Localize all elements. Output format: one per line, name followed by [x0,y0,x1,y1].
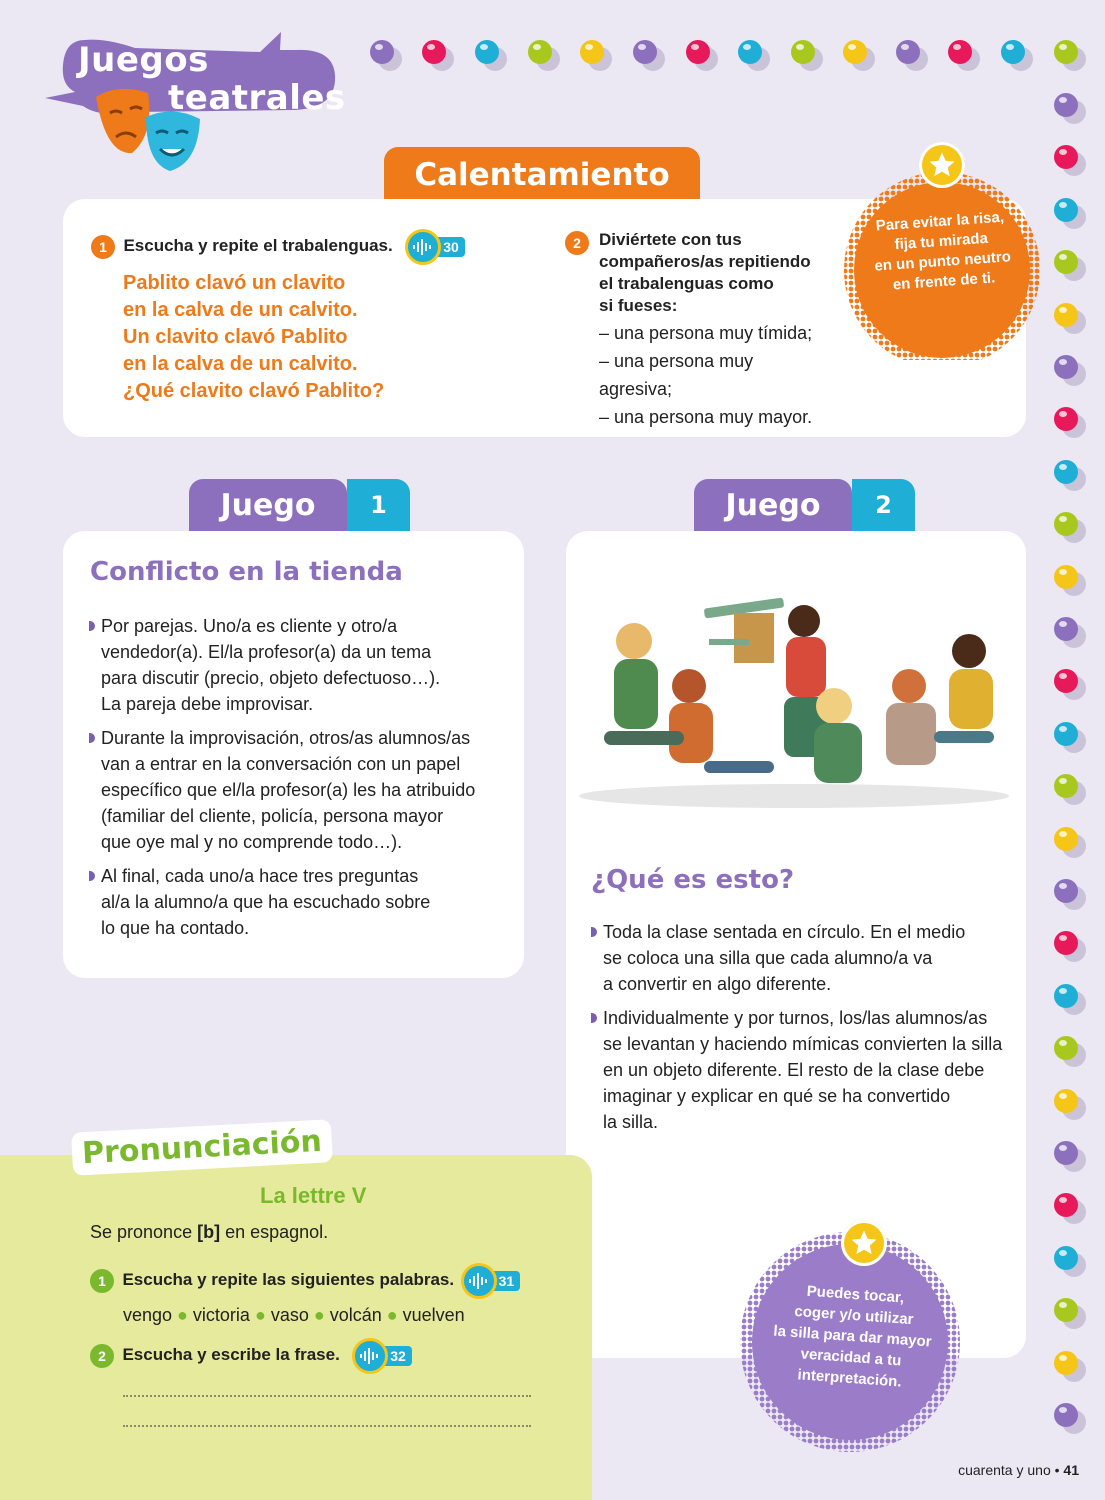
bullet-line: al/a la alumno/a que ha escuchado sobre [101,892,431,912]
tongue-twister-line: Pablito clavó un clavito [123,272,346,294]
page-footer: cuarenta y uno • 41 [958,1462,1079,1478]
exercise-options [565,319,825,431]
tip-burst-orange [842,160,1042,360]
tip-text [752,1277,954,1395]
decorative-dot [948,40,972,64]
bullet-item [591,919,1021,997]
decorative-dot [1054,250,1078,274]
decorative-dot [686,40,710,64]
instruction-line: compañeros/as repitiendo [599,252,811,271]
kids-circle-illustration [574,591,1014,821]
audio-track-number: 31 [489,1271,521,1291]
pronunciation-exercise-1 [90,1263,520,1299]
word-list [123,1302,465,1328]
word: volcán [329,1305,382,1325]
decorative-dot [1001,40,1025,64]
decorative-dot [422,40,446,64]
decorative-dot [843,40,867,64]
decorative-dot [896,40,920,64]
tip-line: fija tu mirada [894,229,989,254]
instruction-line: si fueses: [599,296,678,315]
separator-dot-icon: ● [308,1305,330,1325]
tip-line: veracidad a tu [800,1345,902,1370]
bullet-line: para discutir (precio, objeto defectuoso…). [101,668,441,688]
separator-dot-icon: ● [249,1305,271,1325]
tip-line: en un punto neutro [873,248,1012,275]
game-1-instructions [89,613,519,949]
decorative-dot [1054,198,1078,222]
audio-wave-icon [352,1338,388,1374]
decorative-dot [1054,827,1078,851]
bullet-line: Individualmente y por turnos, los/las alumnos/as [603,1008,988,1028]
pronunciation-panel [0,1155,592,1500]
decorative-dot [1054,40,1078,64]
bullet-line: se coloca una silla que cada alumno/a va [603,948,933,968]
pronunciation-subtitle: La lettre V [260,1183,367,1208]
audio-track-number: 30 [433,237,465,257]
decorative-dot [1054,355,1078,379]
decorative-dot [1054,774,1078,798]
star-icon [841,1220,887,1266]
bullet-line: imaginar y explicar en qué se ha convertido [603,1086,951,1106]
tongue-twister [123,270,384,405]
rule-suffix: en espagnol. [220,1222,329,1242]
tab-calentamiento: Calentamiento [384,147,700,203]
pronunciation-title: Pronunciación [81,1123,323,1172]
bullet-line: que oye mal y no comprende todo…). [101,832,403,852]
rule-prefix: Se prononce [90,1222,198,1242]
bullet-line: La pareja debe improvisar. [101,694,314,714]
tip-text [849,206,1034,298]
decorative-dot [1054,145,1078,169]
decorative-dot [791,40,815,64]
tab-juego-1-label: Juego [189,479,347,531]
decorative-dot [1054,1036,1078,1060]
pronunciation-rule [90,1222,328,1243]
tip-line: Puedes tocar, [806,1282,905,1307]
exercise-1 [91,229,465,265]
tip-line: en frente de ti. [892,269,996,294]
bullet-line: Por parejas. Uno/a es cliente y otro/a [101,616,398,636]
title-line-2: teatrales [168,78,346,118]
bullet-item [591,1005,1021,1135]
instruction-line: Diviértete con tus [599,230,742,249]
decorative-dot [738,40,762,64]
exercise-instruction [565,229,825,317]
decorative-dot [370,40,394,64]
exercise-number: 1 [91,235,115,259]
bullet-line: vendedor(a). El/la profesor(a) da un tema [101,642,432,662]
tongue-twister-line: Un clavito clavó Pablito [123,326,348,348]
decorative-dot [1054,1403,1078,1427]
separator-dot-icon: ● [381,1305,403,1325]
tongue-twister-line: ¿Qué clavito clavó Pablito? [123,380,385,402]
bullet-item [89,863,519,941]
game-1-title: Conflicto en la tienda [90,557,403,587]
tip-line: interpretación. [797,1366,903,1391]
answer-line-2[interactable] [123,1425,531,1427]
decorative-dot [1054,460,1078,484]
tongue-twister-line: en la calva de un calvito. [123,353,358,375]
tongue-twister-line: en la calva de un calvito. [123,299,358,321]
tab-juego-2-label: Juego [694,479,852,531]
audio-wave-icon [461,1263,497,1299]
star-icon [919,142,965,188]
decorative-dot [1054,1298,1078,1322]
tip-burst-purple [735,1222,965,1452]
rule-sound: [b] [197,1222,221,1242]
decorative-dot [1054,1089,1078,1113]
page-number: 41 [1063,1462,1079,1478]
bullet-line: Al final, cada uno/a hace tres preguntas [101,866,419,886]
bullet-line: (familiar del cliente, policía, persona mayor [101,806,444,826]
instruction-line: el trabalenguas como [599,274,774,293]
exercise-instruction: Escucha y repite las siguientes palabras. [122,1270,455,1290]
word: victoria [192,1305,250,1325]
audio-wave-icon [405,229,441,265]
decorative-dot [1054,303,1078,327]
bullet-item [89,725,519,855]
decorative-dot [475,40,499,64]
exercise-instruction: Escucha y repite el trabalenguas. [123,236,393,256]
pronunciation-exercise-2 [90,1338,412,1374]
decorative-dot [1054,669,1078,693]
exercise-instruction: Escucha y escribe la frase. [122,1345,340,1365]
decorative-dot [1054,565,1078,589]
word: vuelven [402,1305,465,1325]
decorative-dot [1054,1246,1078,1270]
audio-track-button[interactable] [352,1338,412,1374]
decorative-dot [1054,93,1078,117]
game-2-title: ¿Qué es esto? [591,865,795,895]
decorative-dot [1054,407,1078,431]
exercise-number: 2 [90,1344,114,1368]
title-line-1: Juegos [78,40,209,80]
section-title-badge [50,30,346,142]
option-item: – una persona muy mayor. [599,407,813,427]
bullet-item [89,613,519,717]
tip-line: Para evitar la risa, [875,208,1005,235]
decorative-dot [633,40,657,64]
bullet-line: en un objeto diferente. El resto de la clase debe [603,1060,985,1080]
tab-juego-1-number: 1 [347,479,410,531]
game-1-card [63,531,524,978]
bullet-line: lo que ha contado. [101,918,250,938]
bullet-line: Toda la clase sentada en círculo. En el medio [603,922,966,942]
decorative-dot [1054,1351,1078,1375]
decorative-dot [1054,984,1078,1008]
exercise-number: 2 [565,231,589,255]
decorative-dot [1054,879,1078,903]
bullet-line: se levantan y haciendo mímicas convierten la silla [603,1034,1003,1054]
bullet-line: van a entrar en la conversación con un papel [101,754,461,774]
decorative-dot [1054,722,1078,746]
page-number-words: cuarenta y uno [958,1462,1051,1478]
word: vengo [123,1305,173,1325]
option-item: – una persona muy agresiva; [599,351,754,399]
tab-juego-2-number: 2 [852,479,915,531]
bullet-line: Durante la improvisación, otros/as alumnos/as [101,728,471,748]
separator-dot-icon: ● [172,1305,193,1325]
audio-track-button[interactable] [405,229,465,265]
decorative-dot [1054,931,1078,955]
decorative-dot [580,40,604,64]
tip-line: la silla para dar mayor [772,1322,933,1351]
option-item: – una persona muy tímida; [599,323,813,343]
word: vaso [270,1305,309,1325]
tip-line: coger y/o utilizar [793,1302,915,1329]
decorative-dot [1054,617,1078,641]
decorative-dot [528,40,552,64]
bullet-line: la silla. [603,1112,659,1132]
decorative-dot [1054,1193,1078,1217]
exercise-2 [565,229,825,431]
decorative-dot [1054,1141,1078,1165]
game-2-instructions [591,919,1021,1143]
audio-track-number: 32 [380,1346,412,1366]
answer-line-1[interactable] [123,1395,531,1397]
bullet-line: a convertir en algo diferente. [603,974,832,994]
bullet-line: específico que el/la profesor(a) les ha atribuido [101,780,476,800]
audio-track-button[interactable] [461,1263,521,1299]
exercise-number: 1 [90,1269,114,1293]
decorative-dot [1054,512,1078,536]
